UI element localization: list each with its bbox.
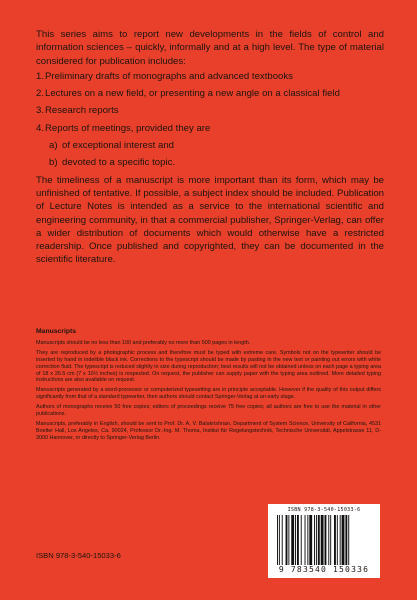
barcode-bar [288,515,289,565]
manuscripts-heading: Manuscripts [36,328,77,335]
list-item-text: Research reports [45,105,119,117]
list-item-number: 4. [36,122,45,134]
barcode-bar [325,515,327,565]
barcode-bar [316,515,317,565]
sub-list-item [49,139,384,152]
barcode-bar [314,515,315,565]
manuscripts-paragraph: Manuscripts generated by a word-processor or computerized typesetting are in principle acceptable. However if the quality of this output differs significantly from that of a standard typewriter, then authors should contact Springer-Verlag at an early stage. [36,387,381,401]
barcode-bar [277,515,278,565]
barcode-bar [321,515,324,565]
intro-lead: This series aims to report new developments in the fields of control and information sciences – quickly, informally and at a high level. The type of material considered for publication includes: [36,29,384,67]
barcode-bar [340,515,341,565]
list-item-text: Lectures on a new field, or presenting a new angle on a classical field [45,88,340,100]
list-item-number: 2. [36,88,45,100]
list-item-text: Reports of meetings, provided they are [45,122,211,134]
barcode-bar [330,515,331,565]
sub-list-item-letter: a) [49,140,58,152]
manuscripts-paragraph: Manuscripts, preferably in English, should be sent to Prof. Dr. A. V. Balakrishnan, Department of System Science, University of California, 4531 Boelter Hall, Los Angeles, Ca. 90024, Professor Dr.-Ing. M. Thoma, Institut für Regelungstechnik, Technische Universität, Appelstrasse 11, D-3000 Hannover, or directly to Springer-Verlag Berlin. [36,420,381,441]
barcode-bar [309,515,312,565]
barcode-bar [334,515,336,565]
list-item [36,122,384,135]
list-item-number: 1. [36,70,45,82]
barcode-bar [301,515,302,565]
sub-list-item-text: devoted to a specific topic. [62,157,176,169]
material-list [36,70,384,170]
sub-list-item-letter: b) [49,157,58,169]
manuscripts-section [36,329,381,445]
barcode-bar [297,515,299,565]
intro-closing: The timeliness of a manuscript is more important than its form, which may be unfinished of tentative. If possible, a subject index should be included. Publication of Lecture Notes is intended as a service to the international scientific and engineering community, in that a commercial publisher, Springer-Verlag, can offer a wider distribution of documents which would otherwise have a restricted readership. Once published and copyrighted, they can be documented in the scientific literature. [36,174,384,266]
list-item-text: Preliminary drafts of monographs and advanced textbooks [45,70,293,82]
barcode-bar [307,515,308,565]
barcode-bar [342,515,345,565]
barcode-isbn: ISBN 978-3-540-15033-6 [287,507,361,513]
manuscripts-paragraph: Manuscripts should be no less than 100 and preferably no more than 500 pages in length. [36,339,251,346]
list-item [36,104,384,117]
list-item [36,87,384,100]
series-description [36,28,384,267]
barcode-bar [279,515,280,565]
isbn-number: ISBN 978-3-540-15033-6 [36,551,121,560]
barcode-bar [328,515,329,565]
barcode-bar [295,515,296,565]
manuscripts-paragraph: They are reproduced by a photographic process and therefore must be typed with extreme care. Symbols not on the typewriter should be inserted by hand in indelible black ink. Corrections to the typescript should be made by pasting in the new text or painting out errors with white correction fluid. The typescript is reduced slightly in size during reproduction; best results will not be obtained unless on each page a typing area of 18 x 26.5 cm (7 x 10½ inches) is respected. On request, the publisher can supply paper with the typing area outlined. More detailed typing instructions are also available on request. [36,349,381,384]
barcode-bar [318,515,320,565]
sub-list-item-text: of exceptional interest and [62,140,175,152]
barcode-bar [286,515,288,565]
list-item [36,70,384,83]
barcode-bar [345,515,347,565]
list-item-number: 3. [36,105,45,117]
barcode-digits: 9 783540 150336 [278,565,370,574]
barcode-bars [277,515,371,565]
barcode-label [268,504,380,578]
barcode-bar [337,515,338,565]
sub-list-item [49,156,384,169]
barcode-bar [291,515,294,565]
barcode-bar [348,515,349,565]
barcode-bar [282,515,283,565]
manuscripts-paragraph: Authors of monographs receive 50 free copies; editors of proceedings receive 75 free copies; all authors are free to use the material in other publications. [36,404,381,418]
barcode-bar [305,515,306,565]
